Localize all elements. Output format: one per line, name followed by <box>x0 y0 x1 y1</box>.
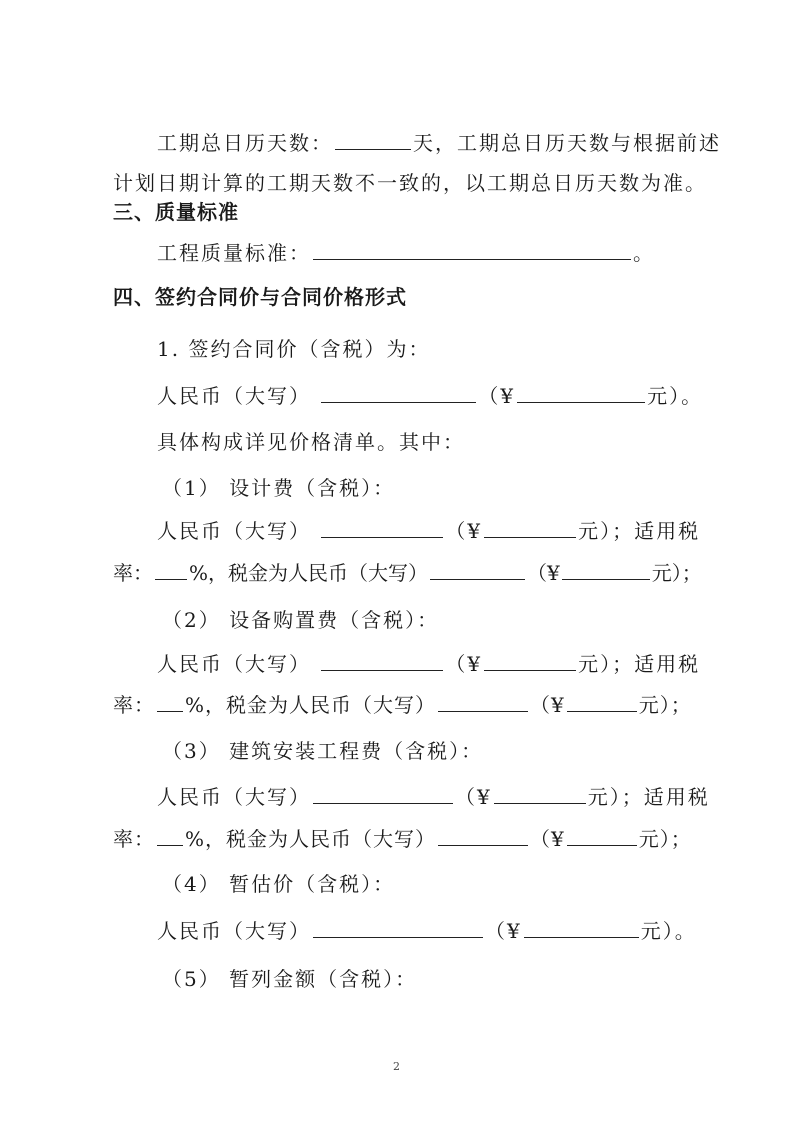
text: （¥ <box>445 519 483 543</box>
design-words-blank[interactable] <box>321 519 443 538</box>
provisional-words-blank[interactable] <box>313 919 483 938</box>
text: 。 <box>633 241 655 265</box>
paragraph-line: 计划日期计算的工期天数不一致的，以工期总日历天数为准。 <box>113 171 707 195</box>
total-price-line <box>157 383 703 409</box>
construction-tax-line <box>113 826 692 852</box>
label: 人民币（大写） <box>157 384 311 408</box>
provisional-price-line <box>157 918 697 944</box>
label: 率： <box>113 561 153 585</box>
text: 元）。 <box>647 384 704 408</box>
equipment-tax-line <box>113 692 692 718</box>
construction-amount-blank[interactable] <box>494 785 586 804</box>
text: %，税金为人民币（大写） <box>185 693 437 717</box>
label: 人民币（大写） <box>157 652 311 676</box>
text: 元）。 <box>640 919 697 943</box>
text: （¥ <box>485 919 522 943</box>
design-tax-line <box>113 560 702 586</box>
item-construction-fee: （3） 建筑安装工程费（含税）： <box>162 739 484 763</box>
total-days-blank[interactable] <box>335 131 411 150</box>
text: 元）；适用税 <box>578 652 701 676</box>
label: 工期总日历天数： <box>157 131 333 155</box>
section-heading-quality: 三、质量标准 <box>113 200 239 224</box>
equipment-tax-words-blank[interactable] <box>438 693 528 712</box>
equipment-rate-blank[interactable] <box>157 693 183 712</box>
design-tax-amount-blank[interactable] <box>562 561 650 580</box>
subheading-contract-price: 1. 签约合同价（含税）为： <box>157 337 431 361</box>
label: 率： <box>113 827 155 851</box>
text: 天，工期总日历天数与根据前述 <box>413 131 721 155</box>
text: %，税金为人民币（大写） <box>189 561 429 585</box>
construction-rate-blank[interactable] <box>157 827 183 846</box>
construction-tax-amount-blank[interactable] <box>567 827 637 846</box>
text: 元）；适用税 <box>587 785 710 809</box>
text: %，税金为人民币（大写） <box>185 827 437 851</box>
page-number: 2 <box>393 1060 400 1073</box>
text: （¥ <box>478 384 516 408</box>
equipment-tax-amount-blank[interactable] <box>567 693 637 712</box>
section-heading-price: 四、签约合同价与合同价格形式 <box>113 285 407 309</box>
construction-tax-words-blank[interactable] <box>438 827 528 846</box>
total-words-blank[interactable] <box>321 384 476 403</box>
design-price-line <box>157 518 700 544</box>
total-amount-blank[interactable] <box>517 384 645 403</box>
quality-standard-blank[interactable] <box>313 241 631 260</box>
item-equipment-fee: （2） 设备购置费（含税）： <box>162 608 440 632</box>
construction-price-line <box>157 784 710 810</box>
label: 人民币（大写） <box>157 519 311 543</box>
design-rate-blank[interactable] <box>155 561 187 580</box>
label: 率： <box>113 693 155 717</box>
design-amount-blank[interactable] <box>484 519 576 538</box>
text: （¥ <box>445 652 483 676</box>
label: 人民币（大写） <box>157 785 311 809</box>
label: 人民币（大写） <box>157 919 311 943</box>
design-tax-words-blank[interactable] <box>430 561 525 580</box>
label: 工程质量标准： <box>157 241 311 265</box>
construction-words-blank[interactable] <box>313 785 453 804</box>
item-provisional-sum: （5） 暂列金额（含税）： <box>162 967 418 991</box>
quality-line <box>157 240 655 266</box>
text: （¥ <box>527 561 560 585</box>
equipment-price-line <box>157 651 700 677</box>
text: （¥ <box>455 785 492 809</box>
equipment-amount-blank[interactable] <box>484 652 576 671</box>
detail-line: 具体构成详见价格清单。其中： <box>157 430 465 454</box>
provisional-amount-blank[interactable] <box>524 919 639 938</box>
item-design-fee: （1） 设计费（含税）： <box>162 476 396 500</box>
text: （¥ <box>530 827 565 851</box>
equipment-words-blank[interactable] <box>321 652 443 671</box>
text: 元）；适用税 <box>578 519 701 543</box>
text: 元）； <box>638 693 692 717</box>
text: 元）； <box>651 561 702 585</box>
total-days-line <box>157 130 721 156</box>
text: （¥ <box>530 693 565 717</box>
item-provisional-price: （4） 暂估价（含税）： <box>162 872 396 896</box>
text: 元）； <box>638 827 692 851</box>
